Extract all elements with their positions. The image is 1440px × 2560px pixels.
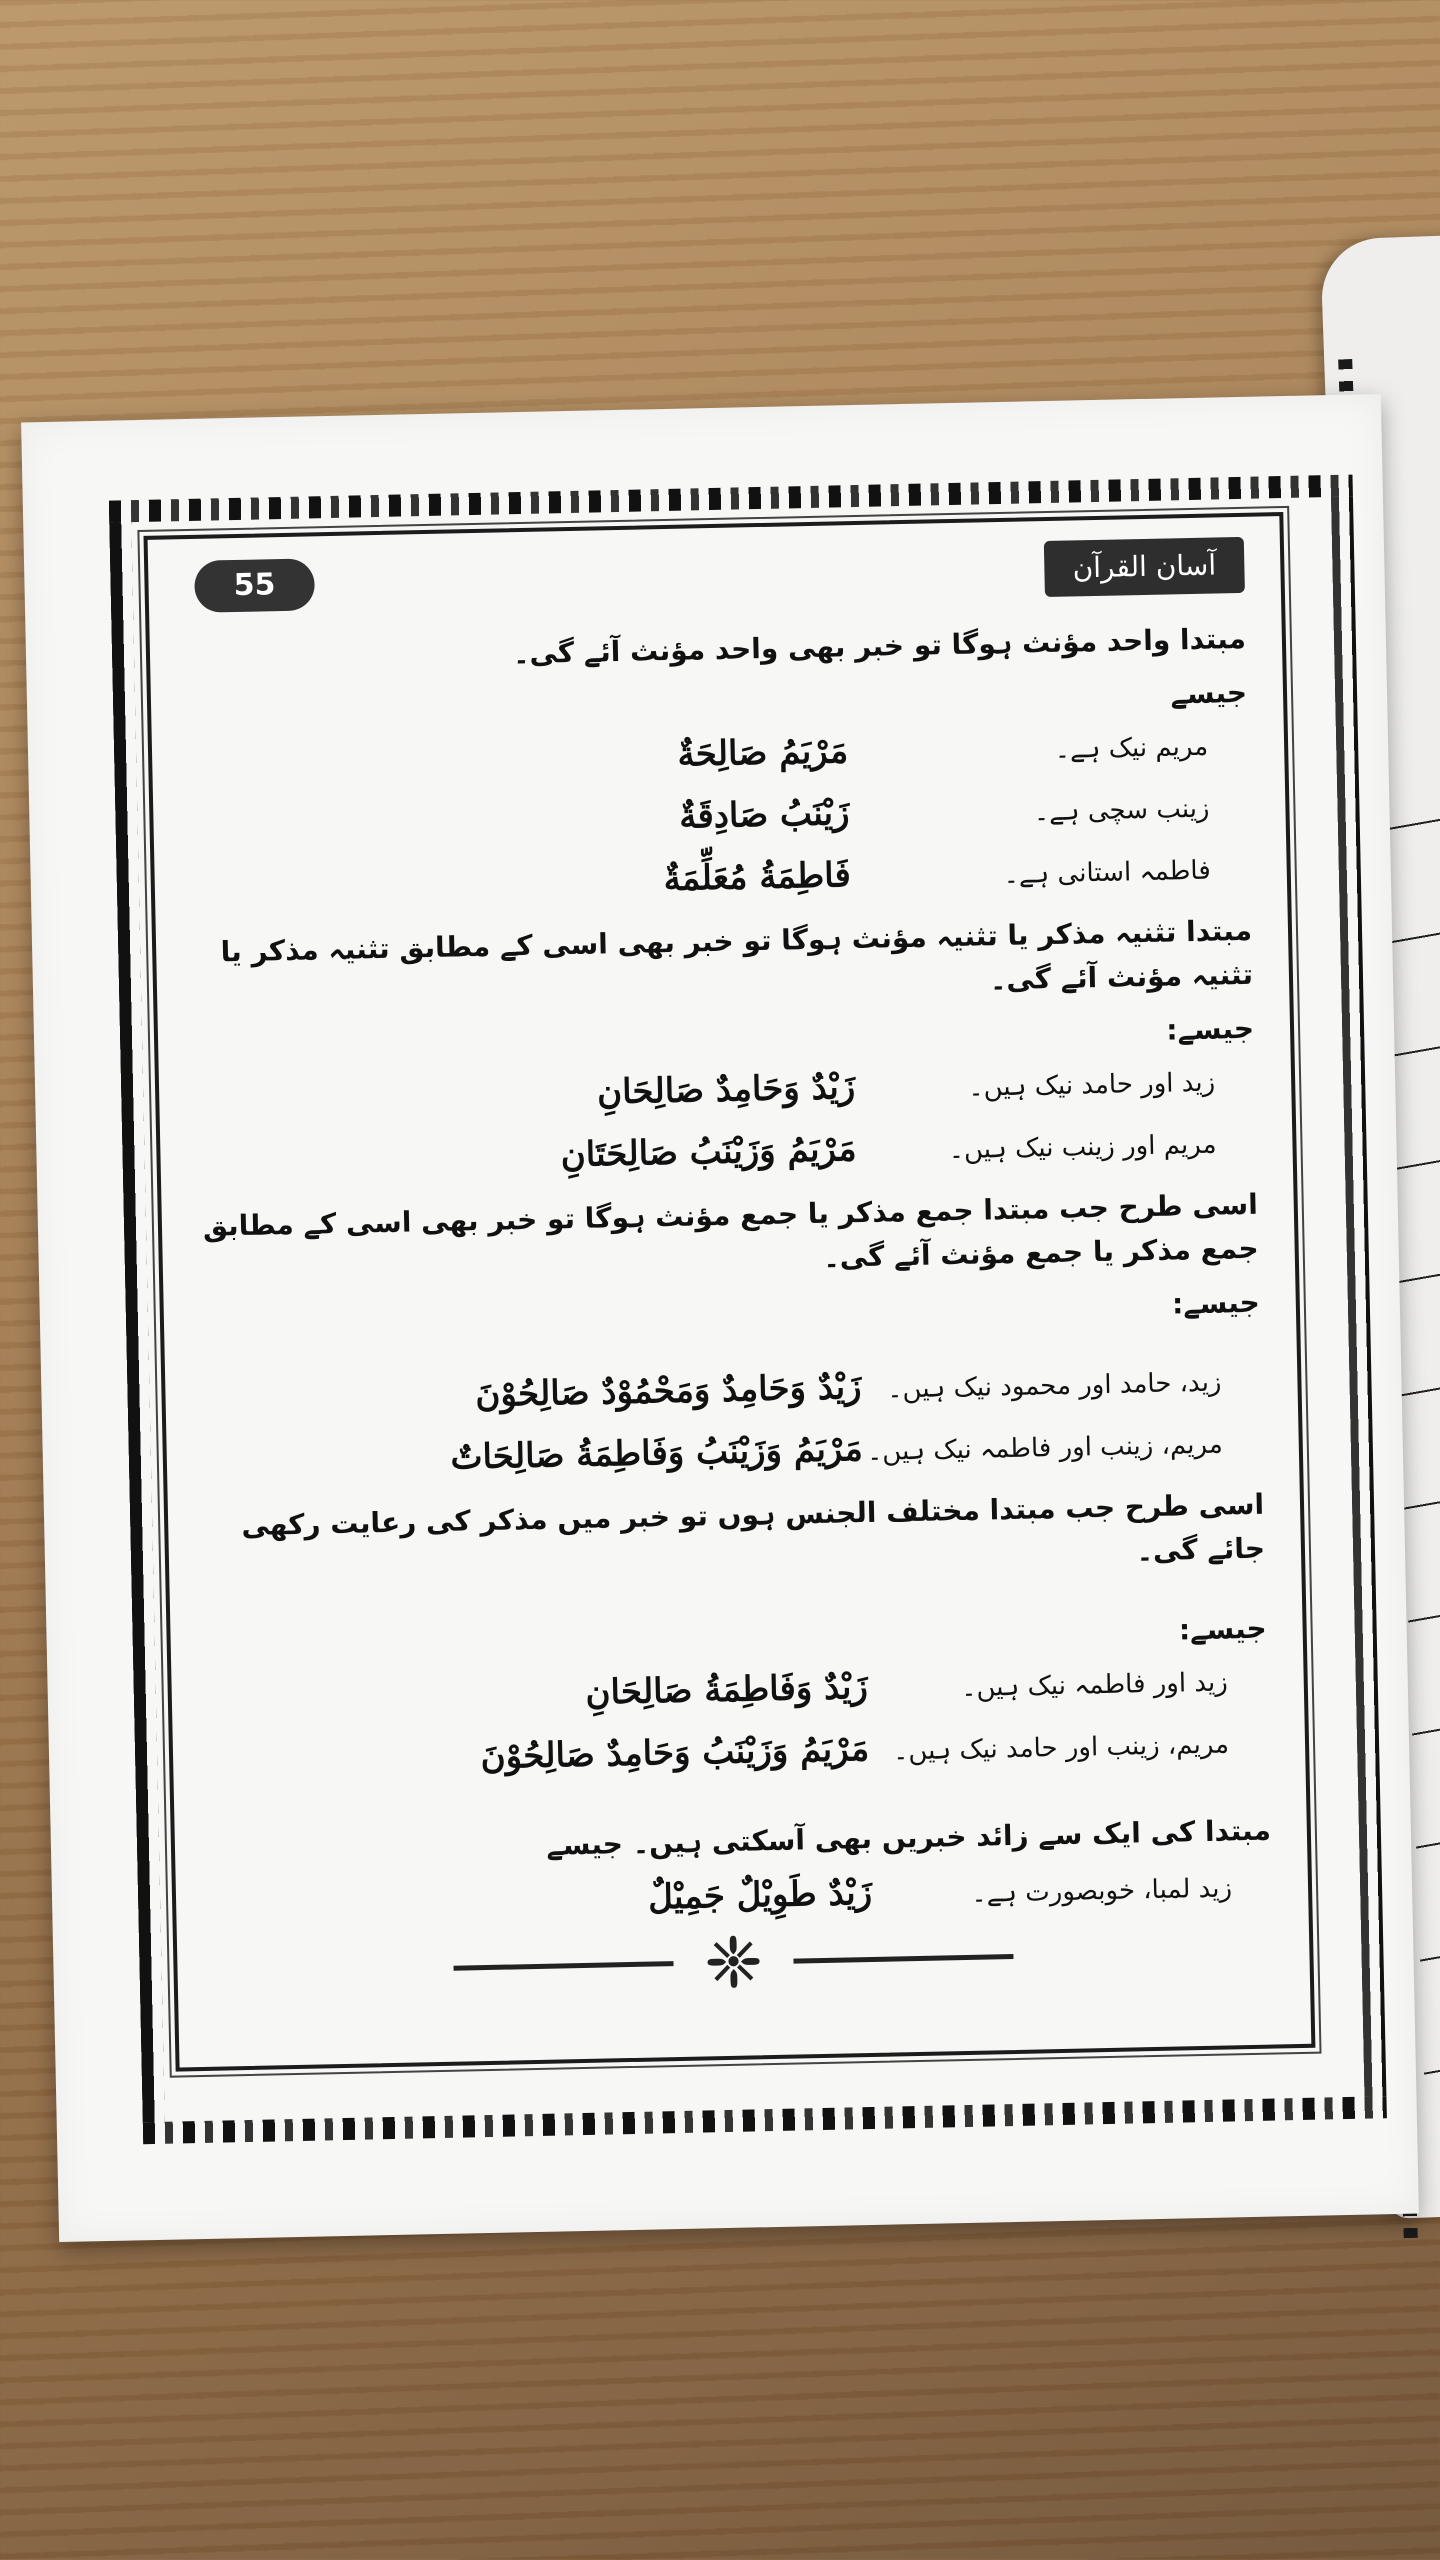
urdu-translation: زید اور فاطمہ نیک ہیں۔ — [960, 1667, 1229, 1704]
page-number: 55 — [194, 558, 315, 613]
arabic-sentence: فَاطِمَةُ مُعَلِّمَةٌ — [663, 855, 852, 900]
example-label: جیسے: — [1178, 1611, 1267, 1647]
urdu-translation: مریم، زینب اور حامد نیک ہیں۔ — [892, 1729, 1230, 1767]
section — [198, 1183, 1264, 1497]
grammar-rule: مبتدا واحد مؤنث ہوگا تو خبر بھی واحد مؤنث آئے گی۔ — [512, 621, 1247, 671]
example-label: جیسے: — [1171, 1285, 1261, 1321]
urdu-translation: زینب سچی ہے۔ — [1033, 793, 1210, 828]
grammar-rule: اسی طرح جب مبتدا جمع مذکر یا جمع مؤنث ہوگا تو خبر بھی اسی کے مطابق جمع مذکر یا جمع مؤنث آئے گی۔ — [202, 1187, 1260, 1274]
section — [186, 617, 1252, 923]
urdu-translation: زید، حامد اور محمود نیک ہیں۔ — [886, 1367, 1222, 1405]
arabic-sentence: مَرْيَمُ وَزَيْنَبُ وَحَامِدٌ صَالِحُوْنَ — [480, 1728, 870, 1778]
arabic-sentence: مَرْيَمُ وَزَيْنَبُ صَالِحَتَانِ — [560, 1129, 857, 1176]
arabic-sentence: زَيْنَبُ صَادِقَةٌ — [678, 793, 850, 837]
arabic-sentence: مَرْيَمُ وَزَيْنَبُ وَفَاطِمَةُ صَالِحَاتٌ — [450, 1429, 864, 1478]
urdu-translation: مریم نیک ہے۔ — [1054, 731, 1209, 765]
section — [204, 1483, 1270, 1797]
page-content — [186, 617, 1273, 1939]
grammar-rule: مبتدا کی ایک سے زائد خبریں بھی آسکتی ہیں۔ جیسے — [546, 1813, 1272, 1862]
arabic-sentence: زَيْدٌ وَحَامِدٌ صَالِحَانِ — [596, 1067, 856, 1113]
book-title: آسان القرآن — [1044, 537, 1245, 597]
arabic-sentence: زَيْدٌ وَحَامِدٌ وَمَحْمُوْدٌ صَالِحُوْنَ — [475, 1367, 862, 1416]
example-label: جیسے: — [1166, 1011, 1255, 1047]
book-page — [21, 394, 1419, 2242]
urdu-translation: مریم اور زینب نیک ہیں۔ — [948, 1129, 1217, 1166]
footer-ornament — [453, 1912, 1015, 2014]
ornament-flourish-icon: ❈ — [703, 1921, 764, 2005]
arabic-sentence: مَرْيَمُ صَالِحَةٌ — [677, 731, 849, 775]
urdu-translation: مریم، زینب اور فاطمہ نیک ہیں۔ — [866, 1429, 1224, 1467]
urdu-translation: فاطمہ استانی ہے۔ — [1003, 855, 1212, 890]
urdu-translation: زید لمبا، خوبصورت ہے۔ — [970, 1873, 1233, 1909]
grammar-rule: مبتدا تثنیہ مذکر یا تثنیہ مؤنث ہوگا تو خبر بھی اسی کے مطابق تثنیہ مذکر یا تثنیہ مؤنث آئے گی۔ — [220, 913, 1254, 997]
grammar-rule: اسی طرح جب مبتدا مختلف الجنس ہوں تو خبر میں مذکر کی رعایت رکھی جائے گی۔ — [241, 1487, 1266, 1568]
section — [192, 909, 1257, 1197]
urdu-translation: زید اور حامد نیک ہیں۔ — [968, 1067, 1216, 1103]
example-label: جیسے — [1170, 675, 1248, 711]
arabic-sentence: زَيْدٌ وَفَاطِمَةُ صَالِحَانِ — [585, 1666, 869, 1713]
arabic-sentence: زَيْدٌ طَوِيْلٌ جَمِيْلٌ — [647, 1872, 873, 1918]
